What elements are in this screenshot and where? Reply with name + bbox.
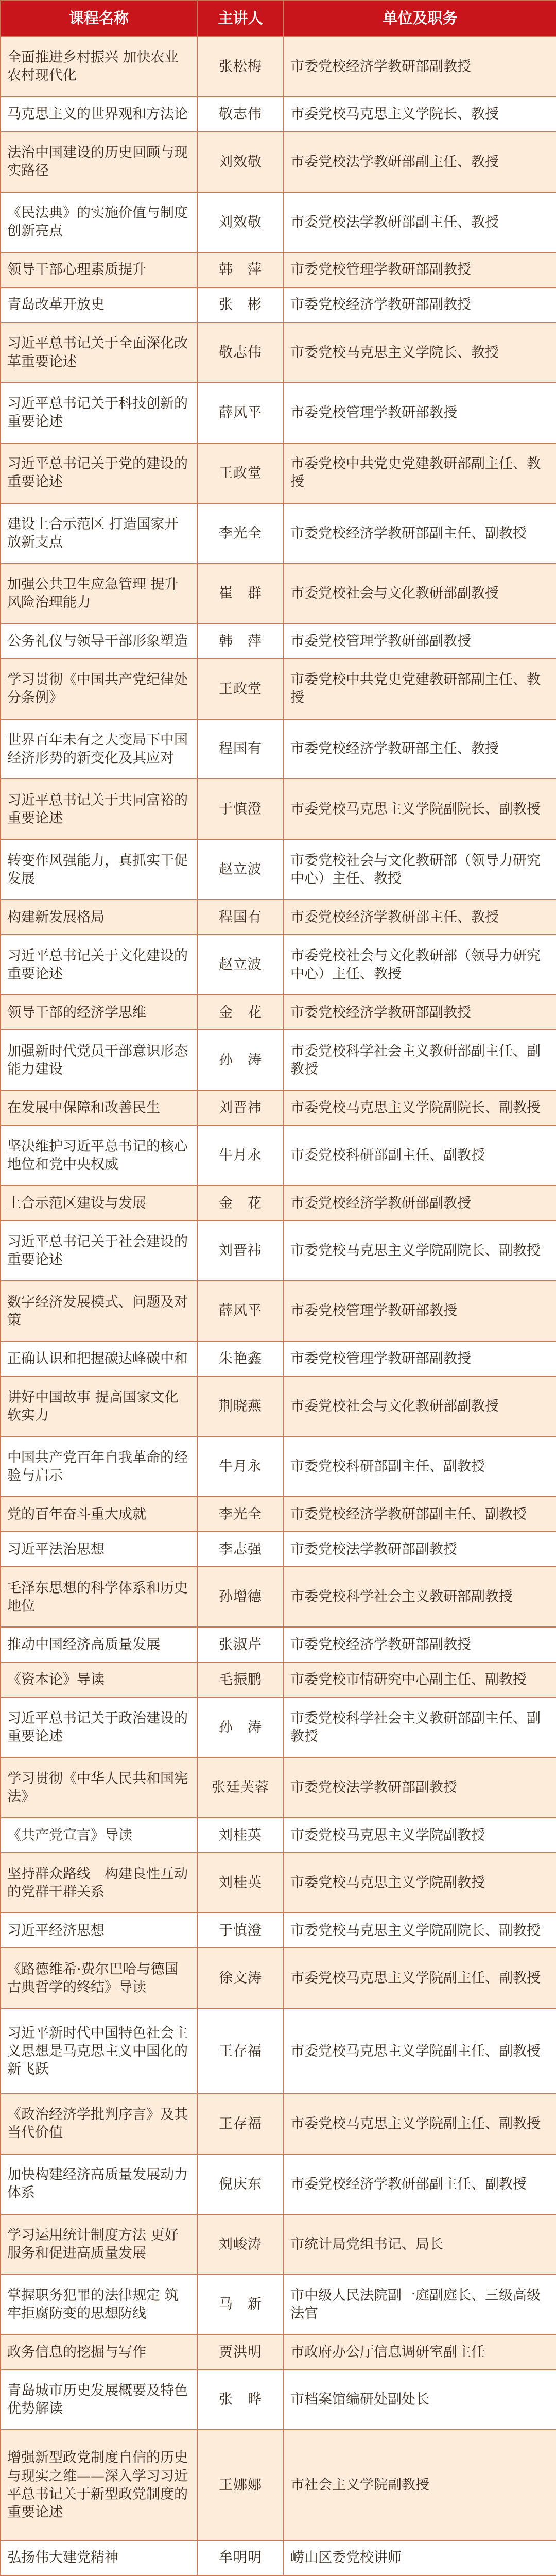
course-name-cell: 增强新型政党制度自信的历史与现实之维——深入学习习近平总书记关于新型政党制度的重要论述: [1, 2430, 197, 2540]
lecturer-cell: 刘效敬: [197, 192, 284, 252]
course-name-cell: 加快构建经济高质量发展动力体系: [1, 2154, 197, 2214]
table-row: [1, 564, 556, 624]
table-row: [1, 2094, 556, 2154]
course-name-cell: 在发展中保障和改善民生: [1, 1090, 197, 1125]
table-row: [1, 287, 556, 323]
table-row: [1, 2540, 556, 2575]
header-lecturer: 主讲人: [197, 1, 284, 37]
unit-and-title-cell: 市委党校管理学教研部教授: [284, 1281, 556, 1341]
table-row: [1, 1185, 556, 1221]
table-row: [1, 995, 556, 1030]
course-name-cell: 讲好中国故事 提高国家文化软实力: [1, 1376, 197, 1436]
lecturer-cell: 张 彬: [197, 287, 284, 323]
course-name-cell: 马克思主义的世界观和方法论: [1, 97, 197, 132]
course-name-cell: 领导干部的经济学思维: [1, 995, 197, 1030]
unit-and-title-cell: 市委党校经济学教研部副教授: [284, 1185, 556, 1221]
lecturer-cell: 荆晓燕: [197, 1376, 284, 1436]
course-name-cell: 习近平总书记关于科技创新的重要论述: [1, 383, 197, 443]
unit-and-title-cell: 市委党校科学社会主义教研部副教授: [284, 1567, 556, 1627]
lecturer-cell: 薛风平: [197, 1281, 284, 1341]
unit-and-title-cell: 市委党校法学教研部副主任、教授: [284, 132, 556, 192]
lecturer-cell: 张松梅: [197, 37, 284, 97]
table-row: [1, 2430, 556, 2540]
unit-and-title-cell: 市委党校社会与文化教研部副教授: [284, 564, 556, 624]
course-name-cell: 正确认识和把握碳达峰碳中和: [1, 1341, 197, 1376]
course-name-cell: 政务信息的挖掘与写作: [1, 2334, 197, 2369]
unit-and-title-cell: 市委党校马克思主义学院副院长、副教授: [284, 1913, 556, 1948]
table-row: [1, 1221, 556, 1281]
table-row: [1, 1030, 556, 1090]
table-row: [1, 1281, 556, 1341]
lecturer-cell: 张廷芙蓉: [197, 1757, 284, 1818]
table-row: [1, 1913, 556, 1948]
lecturer-cell: 王政堂: [197, 443, 284, 503]
table-row: [1, 900, 556, 935]
lecturer-cell: 韩 萍: [197, 252, 284, 287]
unit-and-title-cell: 市委党校管理学教研部副教授: [284, 623, 556, 658]
lecturer-cell: 张 晔: [197, 2370, 284, 2430]
table-row: [1, 719, 556, 779]
course-name-cell: 建设上合示范区 打造国家开放新支点: [1, 503, 197, 564]
unit-and-title-cell: 市委党校经济学教研部副教授: [284, 37, 556, 97]
lecturer-cell: 朱艳鑫: [197, 1341, 284, 1376]
course-name-cell: 习近平法治思想: [1, 1532, 197, 1567]
course-name-cell: 数字经济发展模式、问题及对策: [1, 1281, 197, 1341]
unit-and-title-cell: 市委党校社会与文化教研部副教授: [284, 1376, 556, 1436]
table-row: [1, 2334, 556, 2369]
course-name-cell: 转变作风强能力，真抓实干促发展: [1, 839, 197, 900]
lecturer-cell: 张淑芹: [197, 1627, 284, 1662]
course-name-cell: 掌握职务犯罪的法律规定 筑牢拒腐防变的思想防线: [1, 2275, 197, 2335]
lecturer-cell: 赵立波: [197, 935, 284, 995]
table-row: [1, 2370, 556, 2430]
course-name-cell: 法治中国建设的历史回顾与现实路径: [1, 132, 197, 192]
table-row: [1, 1497, 556, 1532]
unit-and-title-cell: 市委党校中共党史党建教研部副主任、教授: [284, 443, 556, 503]
table-row: [1, 1532, 556, 1567]
lecturer-cell: 贾洪明: [197, 2334, 284, 2369]
table-row: [1, 2008, 556, 2094]
lecturer-cell: 王存福: [197, 2094, 284, 2154]
table-row: [1, 935, 556, 995]
lecturer-cell: 王政堂: [197, 659, 284, 719]
unit-and-title-cell: 市委党校马克思主义学院副院长、副教授: [284, 1221, 556, 1281]
table-header-row: [1, 1, 556, 37]
course-name-cell: 青岛城市历史发展概要及特色优势解读: [1, 2370, 197, 2430]
header-course-name: 课程名称: [1, 1, 197, 37]
table-row: [1, 503, 556, 564]
unit-and-title-cell: 市委党校经济学教研部副教授: [284, 1627, 556, 1662]
table-row: [1, 97, 556, 132]
unit-and-title-cell: 市委党校科学社会主义教研部副主任、副教授: [284, 1030, 556, 1090]
unit-and-title-cell: 市委党校经济学教研部副教授: [284, 995, 556, 1030]
lecturer-cell: 薛风平: [197, 383, 284, 443]
unit-and-title-cell: 市档案馆编研处副处长: [284, 2370, 556, 2430]
table-row: [1, 443, 556, 503]
table-row: [1, 323, 556, 383]
table-row: [1, 1948, 556, 2008]
table-row: [1, 1567, 556, 1627]
table-row: [1, 192, 556, 252]
unit-and-title-cell: 市委党校管理学教研部副教授: [284, 252, 556, 287]
table-row: [1, 1757, 556, 1818]
unit-and-title-cell: 市委党校马克思主义学院副主任、副教授: [284, 2094, 556, 2154]
course-name-cell: 《共产党宣言》导读: [1, 1818, 197, 1853]
unit-and-title-cell: 市委党校马克思主义学院副院长、副教授: [284, 1090, 556, 1125]
header-unit-and-title: 单位及职务: [284, 1, 556, 37]
course-name-cell: 推动中国经济高质量发展: [1, 1627, 197, 1662]
table-row: [1, 659, 556, 719]
course-name-cell: 上合示范区建设与发展: [1, 1185, 197, 1221]
unit-and-title-cell: 市政府办公厅信息调研室副主任: [284, 2334, 556, 2369]
table-row: [1, 37, 556, 97]
lecturer-cell: 赵立波: [197, 839, 284, 900]
table-row: [1, 383, 556, 443]
unit-and-title-cell: 市委党校管理学教研部教授: [284, 383, 556, 443]
course-name-cell: 公务礼仪与领导干部形象塑造: [1, 623, 197, 658]
unit-and-title-cell: 市委党校马克思主义学院副教授: [284, 1853, 556, 1913]
unit-and-title-cell: 市委党校马克思主义学院长、教授: [284, 97, 556, 132]
course-name-cell: 坚持群众路线 构建良性互动的党群干群关系: [1, 1853, 197, 1913]
course-name-cell: 习近平总书记关于共同富裕的重要论述: [1, 779, 197, 839]
course-name-cell: 《政治经济学批判序言》及其当代价值: [1, 2094, 197, 2154]
lecturer-cell: 韩 萍: [197, 623, 284, 658]
course-name-cell: 中国共产党百年自我革命的经验与启示: [1, 1436, 197, 1497]
course-name-cell: 习近平总书记关于全面深化改革重要论述: [1, 323, 197, 383]
lecturer-cell: 毛振鹏: [197, 1662, 284, 1697]
lecturer-cell: 牛月永: [197, 1436, 284, 1497]
table-row: [1, 779, 556, 839]
lecturer-cell: 敬志伟: [197, 323, 284, 383]
course-name-cell: 坚决维护习近平总书记的核心地位和党中央权威: [1, 1125, 197, 1185]
unit-and-title-cell: 市委党校马克思主义学院长、教授: [284, 323, 556, 383]
lecturer-cell: 程国有: [197, 900, 284, 935]
course-name-cell: 党的百年奋斗重大成就: [1, 1497, 197, 1532]
lecturer-cell: 马 新: [197, 2275, 284, 2335]
unit-and-title-cell: 市委党校管理学教研部副教授: [284, 1341, 556, 1376]
course-name-cell: 青岛改革开放史: [1, 287, 197, 323]
course-name-cell: 领导干部心理素质提升: [1, 252, 197, 287]
lecturer-cell: 刘桂英: [197, 1818, 284, 1853]
lecturer-cell: 刘晋祎: [197, 1090, 284, 1125]
unit-and-title-cell: 市统计局党组书记、局长: [284, 2214, 556, 2275]
lecturer-cell: 倪庆东: [197, 2154, 284, 2214]
lecturer-cell: 于慎澄: [197, 779, 284, 839]
lecturer-cell: 孙增德: [197, 1567, 284, 1627]
course-name-cell: 习近平总书记关于政治建设的重要论述: [1, 1698, 197, 1758]
table-row: [1, 623, 556, 658]
unit-and-title-cell: 市委党校社会与文化教研部（领导力研究中心）主任、教授: [284, 839, 556, 900]
unit-and-title-cell: 市委党校市情研究中心副主任、副教授: [284, 1662, 556, 1697]
table-row: [1, 2275, 556, 2335]
course-name-cell: 《资本论》导读: [1, 1662, 197, 1697]
table-row: [1, 2214, 556, 2275]
lecturer-cell: 徐文涛: [197, 1948, 284, 2008]
course-name-cell: 学习贯彻《中华人民共和国宪法》: [1, 1757, 197, 1818]
lecturer-cell: 李光全: [197, 503, 284, 564]
lecturer-cell: 牛月永: [197, 1125, 284, 1185]
unit-and-title-cell: 市中级人民法院副一庭副庭长、三级高级法官: [284, 2275, 556, 2335]
table-row: [1, 1818, 556, 1853]
course-name-cell: 学习运用统计制度方法 更好服务和促进高质量发展: [1, 2214, 197, 2275]
lecturer-cell: 孙 涛: [197, 1698, 284, 1758]
course-name-cell: 习近平新时代中国特色社会主义思想是马克思主义中国化的新飞跃: [1, 2008, 197, 2094]
course-name-cell: 加强公共卫生应急管理 提升风险治理能力: [1, 564, 197, 624]
unit-and-title-cell: 市委党校法学教研部副教授: [284, 1757, 556, 1818]
unit-and-title-cell: 市委党校科研部副主任、副教授: [284, 1436, 556, 1497]
unit-and-title-cell: 市委党校马克思主义学院副教授: [284, 1818, 556, 1853]
lecturer-cell: 孙 涛: [197, 1030, 284, 1090]
unit-and-title-cell: 市委党校经济学教研部副教授: [284, 287, 556, 323]
table-row: [1, 1125, 556, 1185]
table-row: [1, 1853, 556, 1913]
unit-and-title-cell: 市委党校法学教研部副主任、教授: [284, 192, 556, 252]
lecturer-cell: 刘效敬: [197, 132, 284, 192]
unit-and-title-cell: 市委党校马克思主义学院副主任、副教授: [284, 2008, 556, 2094]
table-row: [1, 839, 556, 900]
lecturer-cell: 金 花: [197, 995, 284, 1030]
table-row: [1, 1341, 556, 1376]
course-name-cell: 构建新发展格局: [1, 900, 197, 935]
course-table-body: [1, 37, 556, 2576]
course-name-cell: 弘扬伟大建党精神: [1, 2540, 197, 2575]
course-name-cell: 世界百年未有之大变局下中国经济形势的新变化及其应对: [1, 719, 197, 779]
unit-and-title-cell: 市社会主义学院副教授: [284, 2430, 556, 2540]
unit-and-title-cell: 市委党校马克思主义学院副院长、副教授: [284, 779, 556, 839]
table-row: [1, 252, 556, 287]
lecturer-cell: 金 花: [197, 1185, 284, 1221]
course-name-cell: 习近平总书记关于文化建设的重要论述: [1, 935, 197, 995]
course-name-cell: 全面推进乡村振兴 加快农业农村现代化: [1, 37, 197, 97]
lecturer-cell: 刘桂英: [197, 1853, 284, 1913]
lecturer-cell: 王娜娜: [197, 2430, 284, 2540]
lecturer-cell: 李光全: [197, 1497, 284, 1532]
table-row: [1, 1436, 556, 1497]
course-name-cell: 加强新时代党员干部意识形态能力建设: [1, 1030, 197, 1090]
lecturer-cell: 敬志伟: [197, 97, 284, 132]
table-row: [1, 1376, 556, 1436]
table-row: [1, 1698, 556, 1758]
unit-and-title-cell: 崂山区委党校讲师: [284, 2540, 556, 2575]
course-name-cell: 毛泽东思想的科学体系和历史地位: [1, 1567, 197, 1627]
unit-and-title-cell: 市委党校马克思主义学院副主任、副教授: [284, 1948, 556, 2008]
table-row: [1, 1627, 556, 1662]
course-name-cell: 习近平经济思想: [1, 1913, 197, 1948]
lecturer-cell: 崔 群: [197, 564, 284, 624]
lecturer-cell: 李志强: [197, 1532, 284, 1567]
lecturer-cell: 程国有: [197, 719, 284, 779]
lecturer-cell: 刘晋祎: [197, 1221, 284, 1281]
table-row: [1, 132, 556, 192]
unit-and-title-cell: 市委党校科研部副主任、副教授: [284, 1125, 556, 1185]
unit-and-title-cell: 市委党校经济学教研部副主任、副教授: [284, 1497, 556, 1532]
unit-and-title-cell: 市委党校中共党史党建教研部副主任、教授: [284, 659, 556, 719]
course-name-cell: 《民法典》的实施价值与制度创新亮点: [1, 192, 197, 252]
course-name-cell: 习近平总书记关于党的建设的重要论述: [1, 443, 197, 503]
unit-and-title-cell: 市委党校经济学教研部主任、教授: [284, 719, 556, 779]
unit-and-title-cell: 市委党校法学教研部副教授: [284, 1532, 556, 1567]
lecturer-cell: 于慎澄: [197, 1913, 284, 1948]
lecturer-cell: 王存福: [197, 2008, 284, 2094]
unit-and-title-cell: 市委党校经济学教研部副主任、副教授: [284, 503, 556, 564]
unit-and-title-cell: 市委党校经济学教研部主任、教授: [284, 900, 556, 935]
lecturer-cell: 牟明明: [197, 2540, 284, 2575]
lecturer-cell: 刘峻涛: [197, 2214, 284, 2275]
table-row: [1, 1090, 556, 1125]
table-row: [1, 1662, 556, 1697]
course-name-cell: 《路德维希·费尔巴哈与德国古典哲学的终结》导读: [1, 1948, 197, 2008]
unit-and-title-cell: 市委党校科学社会主义教研部副主任、副教授: [284, 1698, 556, 1758]
unit-and-title-cell: 市委党校经济学教研部副主任、副教授: [284, 2154, 556, 2214]
course-name-cell: 习近平总书记关于社会建设的重要论述: [1, 1221, 197, 1281]
course-name-cell: 学习贯彻《中国共产党纪律处分条例》: [1, 659, 197, 719]
unit-and-title-cell: 市委党校社会与文化教研部（领导力研究中心）主任、教授: [284, 935, 556, 995]
table-row: [1, 2154, 556, 2214]
